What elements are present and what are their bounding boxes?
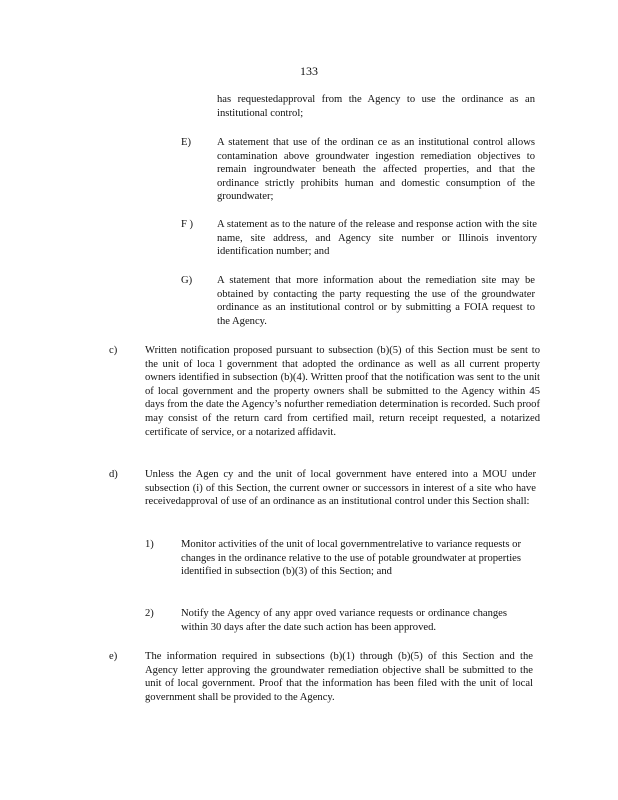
continuation-text: has requestedapproval from the Agency to use the ordinance as an institutional control; xyxy=(217,94,535,119)
item-g-text: A statement that more information about the remediation site may be obtained by contacting the party requesting the use of the groundwater ordinance as an institutional control or by submitting a FOIA request to the Agency. xyxy=(217,275,535,327)
item-2-label: 2) xyxy=(145,608,154,619)
item-f-text: A statement as to the nature of the release and response action with the site name, site address, and Agency site number or Illinois inventory identification number; and xyxy=(217,219,537,258)
item-1-text: Monitor activities of the unit of local governmentrelative to variance requests or changes in the ordinance relative to the use of potable groundwater at properties identified in subsection (b)(3) of this Section; and xyxy=(181,539,521,578)
item-2-text: Notify the Agency of any appr oved variance requests or ordinance changes within 30 days after the date such action has been approved. xyxy=(181,608,507,633)
item-d-label: d) xyxy=(109,469,118,480)
item-e-lower-label: e) xyxy=(109,651,118,662)
item-e-text: A statement that use of the ordinan ce as an institutional control allows contamination above groundwater ingestion remediation objectives to remain ingroundwater beneath the affected properties, and that the ordinance strictly prohibits human and domestic consumption of the groundwater; xyxy=(217,137,535,203)
item-g-label: G) xyxy=(181,275,193,286)
item-e-label: E) xyxy=(181,137,191,148)
item-e-lower-text: The information required in subsections (b)(1) through (b)(5) of this Section and the Agency letter approving the groundwater remediation objective shall be submitted to the unit of local government. Proof that the information has been filed with the unit of local government shall be provided to the Agency. xyxy=(145,651,533,703)
item-f-label: F ) xyxy=(181,219,194,230)
item-1-label: 1) xyxy=(145,539,154,550)
item-d-text: Unless the Agen cy and the unit of local government have entered into a MOU under subsection (i) of this Section, the current owner or successors in interest of a site who have receivedapproval of use of an ordinance as an institutional control under this Section shall: xyxy=(145,469,536,508)
item-c-text: Written notification proposed pursuant to subsection (b)(5) of this Section must be sent to the unit of loca l government that adopted the ordinance as well as all current property owners identified in subsection (b)(4). Written proof that the notification was sent to the unit of local government and the property owners shall be submitted to the Agency within 45 days from the date the Agency’s nofurther remediation determination is recorded. Such proof may consist of the return card from certified mail, return receipt requested, a notarized certificate of service, or a notarized affidavit. xyxy=(145,345,540,438)
item-c-label: c) xyxy=(109,345,118,356)
page-number: 133 xyxy=(300,64,318,78)
